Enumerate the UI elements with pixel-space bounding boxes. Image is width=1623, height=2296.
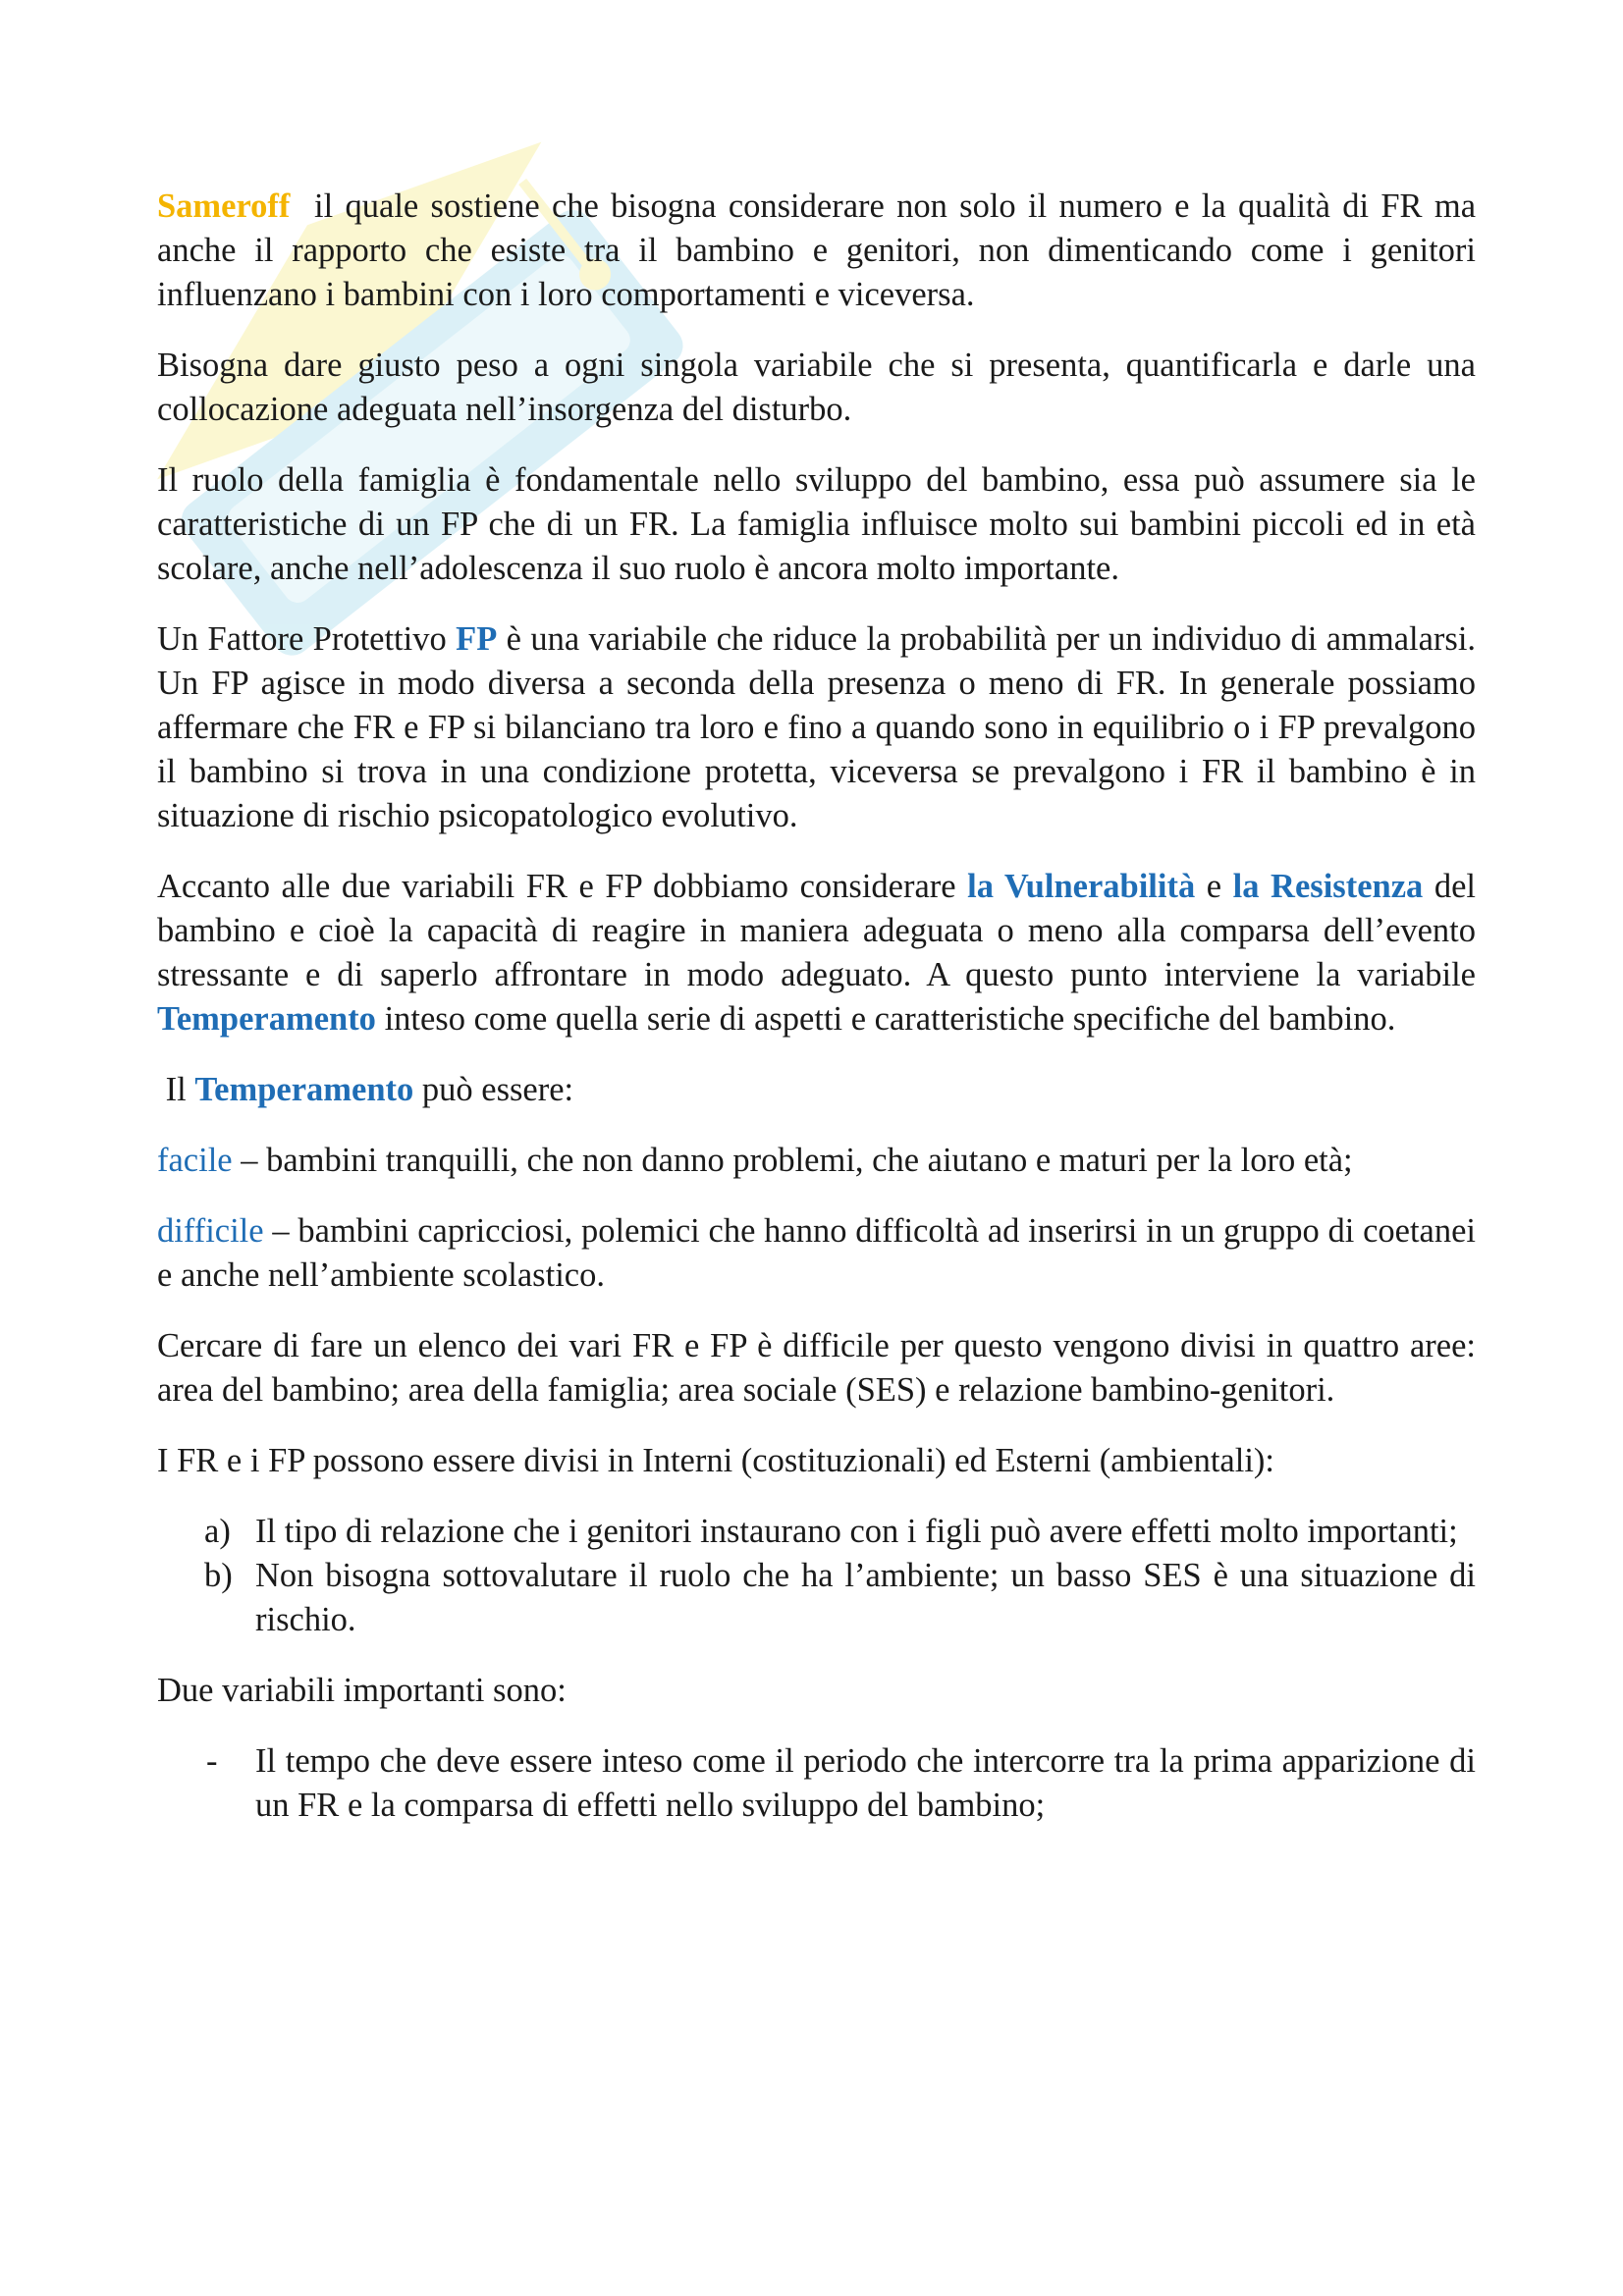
list-marker: b) xyxy=(204,1557,233,1594)
paragraph-text: è una variabile che riduce la probabilità per un individuo di ammalarsi. Un FP agisce in modo diversa a seconda della presenza o meno di FR. In generale possiamo affermare che FR e FP si bilanciano tra loro e fino a quando sono in equilibrio o i FP prevalgono il bambino si trova in una condizione protetta, viceversa se prevalgono i FR il bambino è in situazione di rischio psicopatologico evolutivo. xyxy=(157,620,1477,834)
paragraph-text: inteso come quella serie di aspetti e caratteristiche specifiche del bambino. xyxy=(384,1000,1396,1038)
paragraph-text: Il xyxy=(165,1071,187,1108)
list-item xyxy=(157,1554,1476,1642)
list-item-text: Non bisogna sottovalutare il ruolo che ha l’ambiente; un basso SES è una situazione di rischio. xyxy=(255,1557,1476,1638)
alpha-list xyxy=(157,1510,1476,1642)
paragraph-text: Il ruolo della famiglia è fondamentale nello sviluppo del bambino, essa può assumere sia le caratteristiche di un FP che di un FR. La famiglia influisce molto sui bambini piccoli ed in età scolare, anche nell’adolescenza il suo ruolo è ancora molto importante. xyxy=(157,461,1476,587)
paragraph-aree xyxy=(157,1324,1476,1413)
paragraph-temperamento xyxy=(157,1068,1476,1112)
paragraph-text: del bambino e cioè la capacità di reagire in maniera adeguata o meno alla comparsa dell’evento stressante e di saperlo affrontare in modo adeguato. A questo punto interviene la variabile xyxy=(157,868,1476,993)
term-fp: FP xyxy=(456,620,498,658)
paragraph-interni-esterni xyxy=(157,1439,1476,1483)
list-item xyxy=(157,1739,1476,1828)
term-temperamento: Temperamento xyxy=(157,1000,376,1038)
paragraph-text: Accanto alle due variabili FR e FP dobbiamo considerare xyxy=(157,868,956,905)
paragraph-due-variabili xyxy=(157,1669,1476,1713)
paragraph-text: Due variabili importanti sono: xyxy=(157,1672,567,1709)
paragraph-sameroff xyxy=(157,185,1476,317)
term-temperamento: Temperamento xyxy=(194,1071,414,1108)
document-page xyxy=(157,185,1476,1854)
paragraph-famiglia xyxy=(157,458,1476,591)
term-difficile: difficile xyxy=(157,1212,264,1250)
list-item-text: Il tempo che deve essere inteso come il periodo che intercorre tra la prima apparizione di un FR e la comparsa di effetti nello sviluppo del bambino; xyxy=(255,1742,1476,1824)
list-marker: a) xyxy=(204,1513,231,1550)
paragraph-difficile xyxy=(157,1209,1476,1298)
paragraph-text: – bambini capricciosi, polemici che hanno difficoltà ad inserirsi in un gruppo di coetanei e anche nell’ambiente scolastico. xyxy=(157,1212,1477,1294)
author-name: Sameroff xyxy=(157,187,291,225)
term-vulnerabilita: la Vulnerabilità xyxy=(967,868,1196,905)
paragraph-text: I FR e i FP possono essere divisi in Interni (costituzionali) ed Esterni (ambientali): xyxy=(157,1442,1274,1479)
paragraph-vulnerabilita xyxy=(157,865,1476,1041)
paragraph-text: Cercare di fare un elenco dei vari FR e FP è difficile per questo vengono divisi in quattro aree: area del bambino; area della famiglia; area sociale (SES) e relazione bambino-genitori. xyxy=(157,1327,1476,1409)
list-item-text: Il tipo di relazione che i genitori instaurano con i figli può avere effetti molto importanti; xyxy=(255,1513,1458,1550)
dash-list xyxy=(157,1739,1476,1828)
paragraph-text: Bisogna dare giusto peso a ogni singola variabile che si presenta, quantificarla e darle una collocazione adeguata nell’insorgenza del disturbo. xyxy=(157,347,1476,428)
paragraph-variabili xyxy=(157,344,1476,432)
paragraph-text: può essere: xyxy=(421,1071,574,1108)
paragraph-text: il quale sostiene che bisogna considerare non solo il numero e la qualità di FR ma anche il rapporto che esiste tra il bambino e genitori, non dimenticando come i genitori influenzano i bambini con i loro comportamenti e viceversa. xyxy=(157,187,1477,313)
term-resistenza: la Resistenza xyxy=(1232,868,1424,905)
paragraph-fattore-protettivo xyxy=(157,617,1476,838)
term-facile: facile xyxy=(157,1142,233,1179)
paragraph-text: – bambini tranquilli, che non danno problemi, che aiutano e maturi per la loro età; xyxy=(241,1142,1353,1179)
paragraph-text: Un Fattore Protettivo xyxy=(157,620,447,658)
list-marker: - xyxy=(206,1742,218,1780)
paragraph-text: e xyxy=(1206,868,1222,905)
paragraph-facile xyxy=(157,1139,1476,1183)
list-item xyxy=(157,1510,1476,1554)
